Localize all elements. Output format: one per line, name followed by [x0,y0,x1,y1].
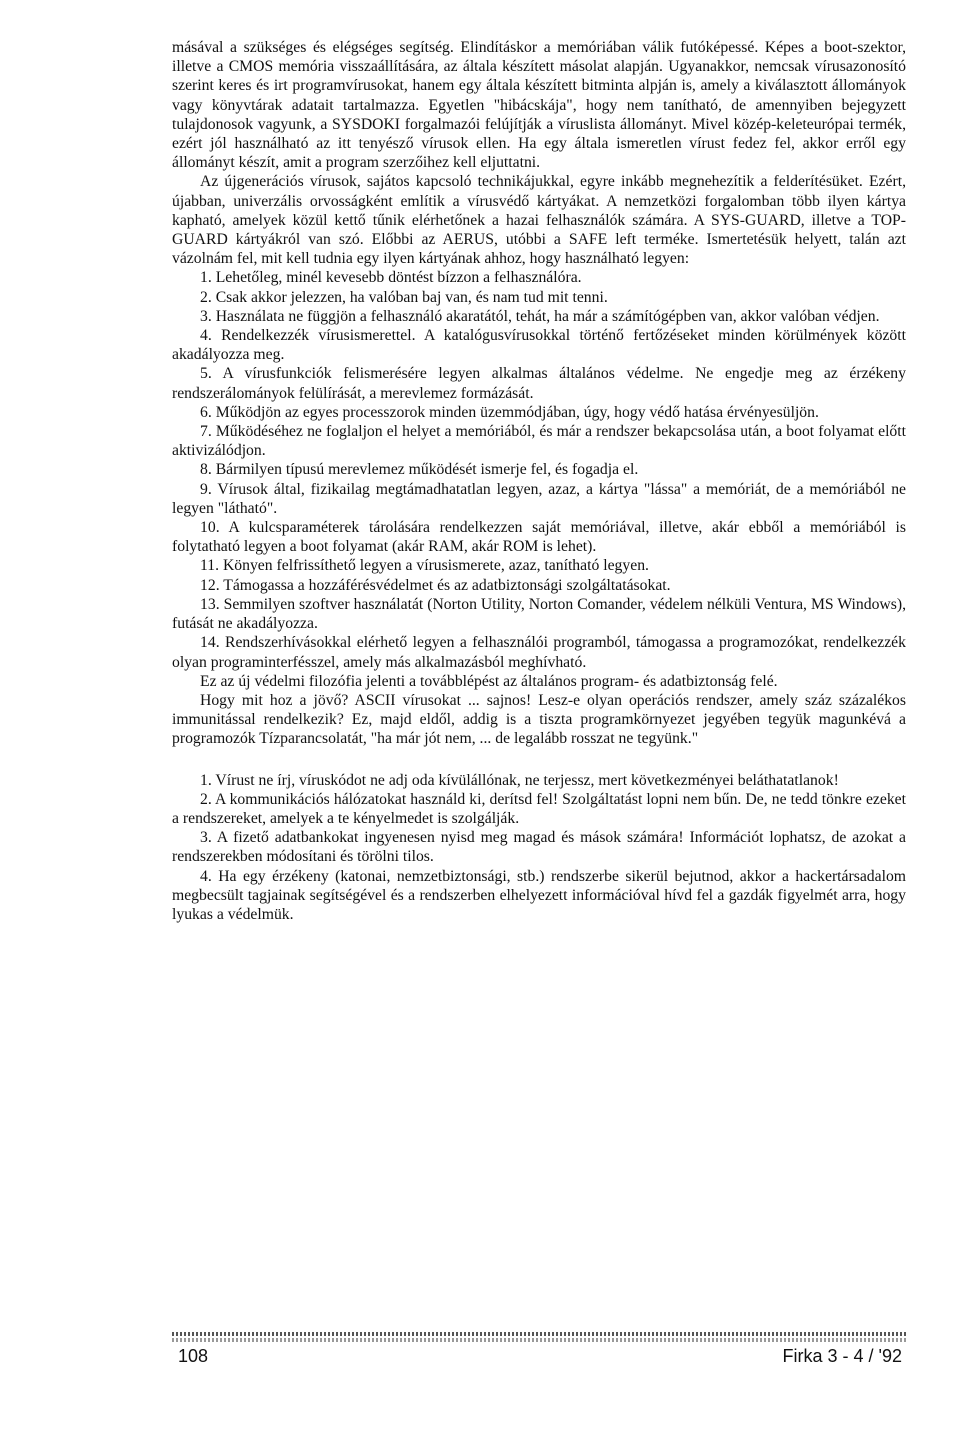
article-text [172,38,906,749]
paragraph: Hogy mit hoz a jövő? ASCII vírusokat ... sajnos! Lesz-e olyan operációs rendszer, amely száz százalékos immunitással rendelkezik? Ez, majd eldől, addig is a tiszta programkörnyezet jegyében tegyük magunkévá a programozók Tízparancsolatát, "ha már jót nem, ... de legalább rosszat ne tegyünk." [172,691,906,748]
paragraph: 5. A vírusfunkciók felismerésére legyen alkalmas általános védelme. Ne engedje meg az érzékeny rendszerálományok felülírását, a merevlemez formázását. [172,365,906,402]
journal-issue: Firka 3 - 4 / '92 [782,1346,902,1366]
commandments-list [172,771,906,925]
paragraph: 8. Bármilyen típusú merevlemez működését ismerje fel, és fogadja el. [200,461,639,479]
paragraph: másával a szükséges és elégséges segítség. Elindításkor a memóriában válik futóképessé. Képes a boot-szektor, illetve a CMOS memória visszaállítására, az általa készített másolat alapján. Ugyanakkor, nemcsak vírusazonosító szerint keres és irt programvírusokat, hanem egy általa készített bitminta alpján is, amely a kiválasztott állományok vagy könyvtárak adatait tartalmazza. Egyetlen "hibácskája", hogy nem tanítható, de amennyiben bejegyzett tulajdonosok vagyunk, a SYSDOKI forgalmazói felújítják a víruslista állományt. Mivel közép-keleteurópai termék, ezért jól használható az itt tenyésző vírusok ellen. Ha egy általa ismeretlen vírust fedez fel, akkor erről egy állományt készít, amit a program szerzőihez kell eljuttatni. [172,39,906,172]
page-body [172,38,906,924]
paragraph: 9. Vírusok által, fizikailag megtámadhatatlan legyen, azaz, a kártya "lássa" a memóriát, de a memóriából ne legyen "látható". [172,480,906,517]
page-number: 108 [178,1346,209,1366]
commandment-item: 1. Vírust ne írj, víruskódot ne adj oda kívülállónak, ne terjessz, mert következményei beláthatatlanok! [200,771,839,789]
paragraph: 1. Lehetőleg, minél kevesebb döntést bízzon a felhasználóra. [200,269,582,287]
commandment-item: 3. A fizető adatbankokat ingyenesen nyisd meg magad és mások számára! Információt lophatsz, de azokat a rendszerekben módosítani és törölni tilos. [172,829,906,866]
paragraph: 11. Könyen felfrissíthető legyen a vírusismerete, azaz, tanítható legyen. [200,557,649,575]
paragraph: 12. Támogassa a hozzáférésvédelmet és az adatbiztonsági szolgáltatásokat. [200,576,671,594]
paragraph: 13. Semmilyen szoftver használatát (Norton Utility, Norton Comander, védelem nélküli Ventura, MS Windows), futását ne akadályozza. [172,595,906,633]
paragraph: 10. A kulcsparaméterek tárolására rendelkezzen saját memóriával, illetve, akár ebből a memóriából is folytatható legyen a boot folyamat (akár RAM, akár ROM is lehet). [172,519,906,556]
footer-rule [172,1332,906,1336]
paragraph: 2. Csak akkor jelezzen, ha valóban baj van, és nam tud mit tenni. [200,288,608,306]
paragraph: Az újgenerációs vírusok, sajátos kapcsoló technikájukkal, egyre inkább megnehezítik a felderítésüket. Ezért, újabban, univerzális orvosságként említik a vírusvédő kártyákat. A nemzetközi forgalomban több ilyen kártya kapható, amelyek közül kettő tűnik elérhetőnek a hazai felhasználók számára. A SYS-GUARD, illetve a TOP-GUARD kártyákról van szó. Előbbi az AERUS, utóbbi a SAFE left terméke. Ismertetésük helyett, talán azt vázolnám fel, mit kell tudnia egy ilyen kártyának ahhoz, hogy használható legyen: [172,173,906,268]
paragraph: 14. Rendszerhívásokkal elérhető legyen a felhasználói programból, támogassa a programozókat, rendelkezzék olyan programinterfésszel, amely más alkalmazásból meghívható. [172,634,906,671]
footer-rule-secondary [172,1338,906,1342]
paragraph: 4. Rendelkezzék vírusismerettel. A katalógusvírusokkal történő fertőzéseket minden körülmények között akadályozza meg. [172,327,906,364]
paragraph: Ez az új védelmi filozófia jelenti a továbblépést az általános program- és adatbiztonság felé. [200,672,778,690]
section-gap [172,749,906,771]
paragraph: 7. Működéséhez ne foglaljon el helyet a memóriából, és már a rendszer bekapcsolása után, a boot folyamat előtt aktivizálódjon. [172,423,906,460]
commandment-item: 2. A kommunikációs hálózatokat használd ki, derítsd fel! Szolgáltatást lopni nem bűn. De, ne tedd tönkre ezeket a rendszereket, amelyek a te kényelmedet is szolgálják. [172,790,906,827]
commandment-item: 4. Ha egy érzékeny (katonai, nemzetbiztonsági, stb.) rendszerbe sikerül bejutnod, akkor a hackertársadalom megbecsült tagjainak segítségével és a rendszerben elhelyezett információval hívd fel a gazdák figyelmét arra, hogy lyukas a védelmük. [172,867,906,923]
paragraph: 6. Működjön az egyes processzorok minden üzemmódjában, úgy, hogy védő hatása érvényesüljön. [200,403,819,421]
paragraph: 3. Használata ne függjön a felhasználó akaratától, tehát, ha már a számítógépben van, akkor valóban védjen. [200,307,880,325]
